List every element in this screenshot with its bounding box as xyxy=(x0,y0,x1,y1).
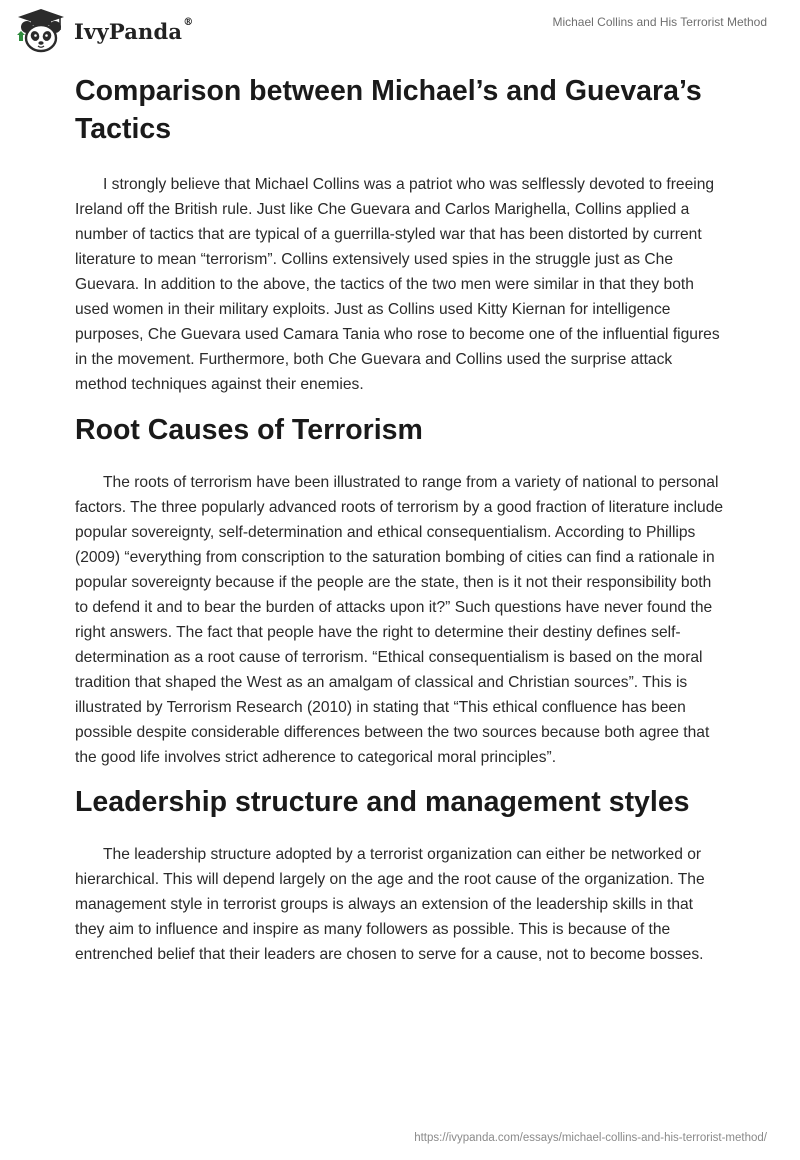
panda-graduate-icon xyxy=(14,8,68,54)
ivypanda-logo[interactable] xyxy=(14,8,193,54)
section-heading-leadership: Leadership structure and management styles xyxy=(75,786,690,818)
section-paragraph-leadership: The leadership structure adopted by a terrorist organization can either be networked or hierarchical. This will depend largely on the age and the root cause of the organization. The management style in terrorist groups is always an extension of the leadership skills in that they aim to influence and inspire as many followers as possible. This is because of the entrenched belief that their leaders are chosen to serve for a cause, not to become bosses. xyxy=(75,846,705,963)
registered-mark: ® xyxy=(183,16,194,28)
section-paragraph-comparison: I strongly believe that Michael Collins was a patriot who was selflessly devoted to freeing Ireland off the British rule. Just like Che Guevara and Carlos Marighella, Collins applied a number of tactics that are typical of a guerrilla-styled war that has been distorted by current literature to mean “terrorism”. Collins extensively used spies in the struggle just as Che Guevara. In addition to the above, the tactics of the two men were similar in that they both used women in their military exploits. Just as Collins used Kitty Kiernan for intelligence purposes, Che Guevara used Camara Tania who rose to become one of the influential figures in the movement. Furthermore, both Che Guevara and Collins used the surprise attack method techniques against their enemies. xyxy=(75,176,720,393)
section-paragraph-root-causes: The roots of terrorism have been illustrated to range from a variety of national to personal factors. The three popularly advanced roots of terrorism by a good fraction of literature include popular sovereignty, self-determination and ethical consequentialism. According to Phillips (2009) “everything from conscription to the saturation bombing of cities can find a rationale in popular sovereignty because if the people are the state, then is it not their responsibility both to defend it and to bear the burden of attacks upon it?” Such questions have never found the right answers. The fact that people have the right to determine their destiny defines self-determination as a root cause of terrorism. “Ethical consequentialism is based on the moral tradition that shaped the West as an amalgam of classical and Christian sources”. This is illustrated by Terrorism Research (2010) in stating that “This ethical confluence has been possible despite considerable differences between the two sources because both agree that the good life involves strict adherence to categorical moral principles”. xyxy=(75,474,724,766)
running-title: Michael Collins and His Terrorist Method xyxy=(552,15,767,29)
essay-content xyxy=(75,72,725,967)
source-url-link[interactable]: https://ivypanda.com/essays/michael-collins-and-his-terrorist-method/ xyxy=(414,1132,767,1144)
page-header xyxy=(0,0,800,62)
brand-name: IvyPanda® xyxy=(74,16,194,44)
section-heading-root-causes: Root Causes of Terrorism xyxy=(75,414,423,446)
section-heading-comparison: Comparison between Michael’s and Guevara’s Tactics xyxy=(75,75,702,145)
